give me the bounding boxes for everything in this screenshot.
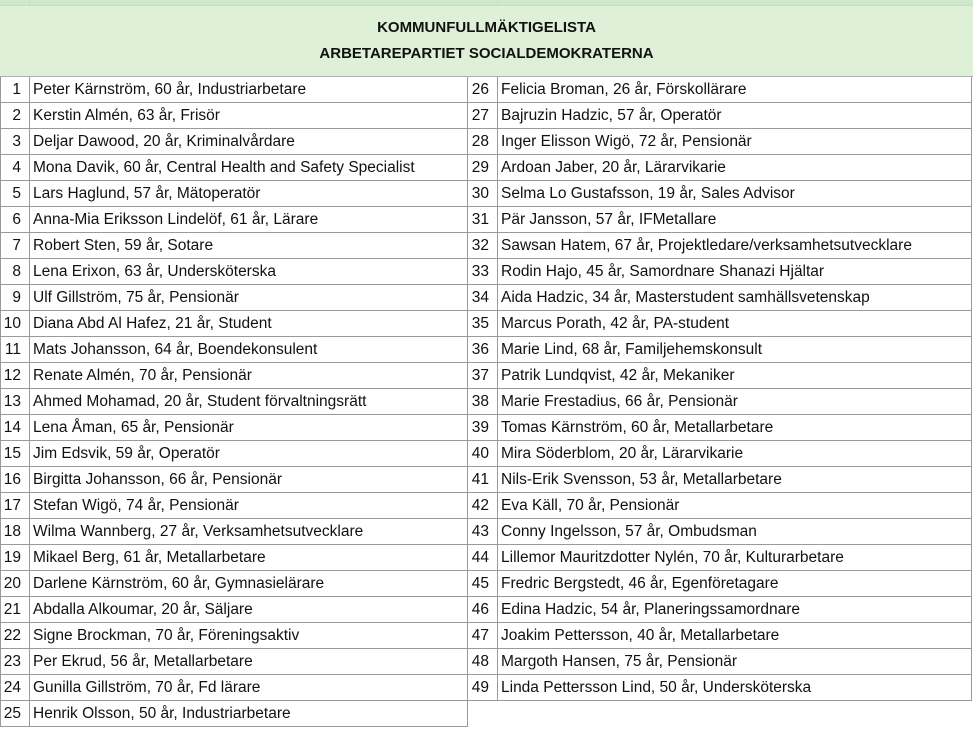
rank-cell-left[interactable]: 1 (0, 77, 30, 103)
candidate-cell-right[interactable]: Edina Hadzic, 54 år, Planeringssamordnare (498, 597, 972, 623)
candidate-cell-right[interactable]: Aida Hadzic, 34 år, Masterstudent samhällsvetenskap (498, 285, 972, 311)
candidate-cell-left[interactable]: Darlene Kärnström, 60 år, Gymnasielärare (30, 571, 468, 597)
candidate-cell-left[interactable]: Birgitta Johansson, 66 år, Pensionär (30, 467, 468, 493)
rank-cell-right[interactable]: 49 (468, 675, 498, 701)
rank-cell-right[interactable]: 44 (468, 545, 498, 571)
rank-cell-right[interactable]: 39 (468, 415, 498, 441)
column-divider (497, 0, 498, 5)
candidate-cell-right[interactable]: Linda Pettersson Lind, 50 år, Undersköterska (498, 675, 972, 701)
rank-cell-left[interactable]: 6 (0, 207, 30, 233)
rank-cell-right[interactable]: 36 (468, 337, 498, 363)
rank-cell-right[interactable]: 45 (468, 571, 498, 597)
rank-cell-left[interactable]: 17 (0, 493, 30, 519)
candidate-cell-right[interactable]: Felicia Broman, 26 år, Förskollärare (498, 77, 972, 103)
rank-cell-right[interactable]: 37 (468, 363, 498, 389)
candidate-cell-right[interactable]: Bajruzin Hadzic, 57 år, Operatör (498, 103, 972, 129)
rank-cell-left[interactable]: 16 (0, 467, 30, 493)
candidate-cell-left[interactable]: Mona Davik, 60 år, Central Health and Safety Specialist (30, 155, 468, 181)
merged-title-cell[interactable] (0, 6, 973, 77)
candidate-cell-left[interactable]: Mikael Berg, 61 år, Metallarbetare (30, 545, 468, 571)
candidate-cell-left[interactable]: Lena Erixon, 63 år, Undersköterska (30, 259, 468, 285)
column-divider (29, 0, 30, 5)
rank-cell-left[interactable]: 14 (0, 415, 30, 441)
rank-cell-left[interactable]: 20 (0, 571, 30, 597)
rank-cell-right[interactable]: 33 (468, 259, 498, 285)
candidate-cell-right[interactable]: Fredric Bergstedt, 46 år, Egenföretagare (498, 571, 972, 597)
rank-cell-right[interactable]: 46 (468, 597, 498, 623)
candidate-cell-left[interactable]: Signe Brockman, 70 år, Föreningsaktiv (30, 623, 468, 649)
rank-cell-left[interactable]: 19 (0, 545, 30, 571)
candidate-cell-left[interactable]: Lena Åman, 65 år, Pensionär (30, 415, 468, 441)
rank-cell-right[interactable]: 48 (468, 649, 498, 675)
candidate-cell-left[interactable]: Jim Edsvik, 59 år, Operatör (30, 441, 468, 467)
title-line-1: KOMMUNFULLMÄKTIGELISTA (377, 19, 596, 36)
candidate-cell-left[interactable]: Ulf Gillström, 75 år, Pensionär (30, 285, 468, 311)
candidate-cell-right[interactable]: Selma Lo Gustafsson, 19 år, Sales Advisor (498, 181, 972, 207)
rank-cell-right[interactable]: 27 (468, 103, 498, 129)
candidate-cell-left[interactable]: Abdalla Alkoumar, 20 år, Säljare (30, 597, 468, 623)
rank-cell-right[interactable]: 42 (468, 493, 498, 519)
rank-cell-left[interactable]: 23 (0, 649, 30, 675)
candidate-cell-right[interactable]: Marcus Porath, 42 år, PA-student (498, 311, 972, 337)
candidate-cell-right[interactable]: Rodin Hajo, 45 år, Samordnare Shanazi Hjältar (498, 259, 972, 285)
candidate-cell-left[interactable]: Lars Haglund, 57 år, Mätoperatör (30, 181, 468, 207)
candidate-cell-left[interactable]: Kerstin Almén, 63 år, Frisör (30, 103, 468, 129)
candidate-cell-right[interactable]: Conny Ingelsson, 57 år, Ombudsman (498, 519, 972, 545)
rank-cell-right[interactable]: 41 (468, 467, 498, 493)
rank-cell-left[interactable]: 5 (0, 181, 30, 207)
candidate-cell-left[interactable]: Deljar Dawood, 20 år, Kriminalvårdare (30, 129, 468, 155)
title-line-2: ARBETAREPARTIET SOCIALDEMOKRATERNA (319, 45, 654, 62)
candidate-cell-right[interactable]: Sawsan Hatem, 67 år, Projektledare/verksamhetsutvecklare (498, 233, 972, 259)
candidate-cell-left[interactable]: Peter Kärnström, 60 år, Industriarbetare (30, 77, 468, 103)
rank-cell-left[interactable]: 25 (0, 701, 30, 727)
rank-cell-left[interactable]: 2 (0, 103, 30, 129)
candidate-cell-left[interactable]: Stefan Wigö, 74 år, Pensionär (30, 493, 468, 519)
candidate-cell-right[interactable]: Nils-Erik Svensson, 53 år, Metallarbetare (498, 467, 972, 493)
rank-cell-left[interactable]: 15 (0, 441, 30, 467)
rank-cell-right[interactable]: 30 (468, 181, 498, 207)
candidate-cell-right[interactable]: Lillemor Mauritzdotter Nylén, 70 år, Kulturarbetare (498, 545, 972, 571)
rank-cell-right[interactable]: 34 (468, 285, 498, 311)
candidate-cell-left[interactable]: Wilma Wannberg, 27 år, Verksamhetsutvecklare (30, 519, 468, 545)
candidate-cell-left[interactable]: Gunilla Gillström, 70 år, Fd lärare (30, 675, 468, 701)
candidate-cell-right[interactable]: Tomas Kärnström, 60 år, Metallarbetare (498, 415, 972, 441)
rank-cell-right[interactable]: 28 (468, 129, 498, 155)
rank-cell-right[interactable]: 26 (468, 77, 498, 103)
candidate-cell-right[interactable]: Patrik Lundqvist, 42 år, Mekaniker (498, 363, 972, 389)
candidate-cell-left[interactable]: Mats Johansson, 64 år, Boendekonsulent (30, 337, 468, 363)
candidate-cell-left[interactable]: Diana Abd Al Hafez, 21 år, Student (30, 311, 468, 337)
candidate-cell-right[interactable]: Pär Jansson, 57 år, IFMetallare (498, 207, 972, 233)
candidate-cell-left[interactable]: Anna-Mia Eriksson Lindelöf, 61 år, Lärare (30, 207, 468, 233)
rank-cell-right[interactable]: 47 (468, 623, 498, 649)
rank-cell-left[interactable]: 24 (0, 675, 30, 701)
rank-cell-right[interactable]: 38 (468, 389, 498, 415)
rank-cell-left[interactable]: 22 (0, 623, 30, 649)
candidate-cell-right[interactable]: Ardoan Jaber, 20 år, Lärarvikarie (498, 155, 972, 181)
candidate-cell-right[interactable]: Mira Söderblom, 20 år, Lärarvikarie (498, 441, 972, 467)
rank-cell-left[interactable]: 8 (0, 259, 30, 285)
candidate-cell-right[interactable]: Marie Lind, 68 år, Familjehemskonsult (498, 337, 972, 363)
rank-cell-right[interactable]: 40 (468, 441, 498, 467)
candidate-cell-right[interactable]: Eva Käll, 70 år, Pensionär (498, 493, 972, 519)
rank-cell-left[interactable]: 10 (0, 311, 30, 337)
candidate-cell-left[interactable]: Per Ekrud, 56 år, Metallarbetare (30, 649, 468, 675)
rank-cell-left[interactable]: 12 (0, 363, 30, 389)
rank-cell-left[interactable]: 7 (0, 233, 30, 259)
candidate-cell-left[interactable]: Ahmed Mohamad, 20 år, Student förvaltningsrätt (30, 389, 468, 415)
rank-cell-left[interactable]: 21 (0, 597, 30, 623)
candidate-cell-left[interactable]: Renate Almén, 70 år, Pensionär (30, 363, 468, 389)
candidate-cell-left[interactable]: Robert Sten, 59 år, Sotare (30, 233, 468, 259)
rank-cell-right[interactable]: 31 (468, 207, 498, 233)
candidate-cell-right[interactable]: Marie Frestadius, 66 år, Pensionär (498, 389, 972, 415)
candidate-cell-right[interactable]: Joakim Pettersson, 40 år, Metallarbetare (498, 623, 972, 649)
rank-cell-right[interactable]: 43 (468, 519, 498, 545)
rank-cell-left[interactable]: 9 (0, 285, 30, 311)
rank-cell-left[interactable]: 4 (0, 155, 30, 181)
rank-cell-left[interactable]: 11 (0, 337, 30, 363)
rank-cell-left[interactable]: 18 (0, 519, 30, 545)
rank-cell-right[interactable]: 32 (468, 233, 498, 259)
candidate-cell-right[interactable]: Margoth Hansen, 75 år, Pensionär (498, 649, 972, 675)
candidate-cell-left[interactable]: Henrik Olsson, 50 år, Industriarbetare (30, 701, 468, 727)
candidate-cell-right[interactable]: Inger Elisson Wigö, 72 år, Pensionär (498, 129, 972, 155)
rank-cell-right[interactable]: 35 (468, 311, 498, 337)
rank-cell-right[interactable]: 29 (468, 155, 498, 181)
rank-cell-left[interactable]: 13 (0, 389, 30, 415)
rank-cell-left[interactable]: 3 (0, 129, 30, 155)
